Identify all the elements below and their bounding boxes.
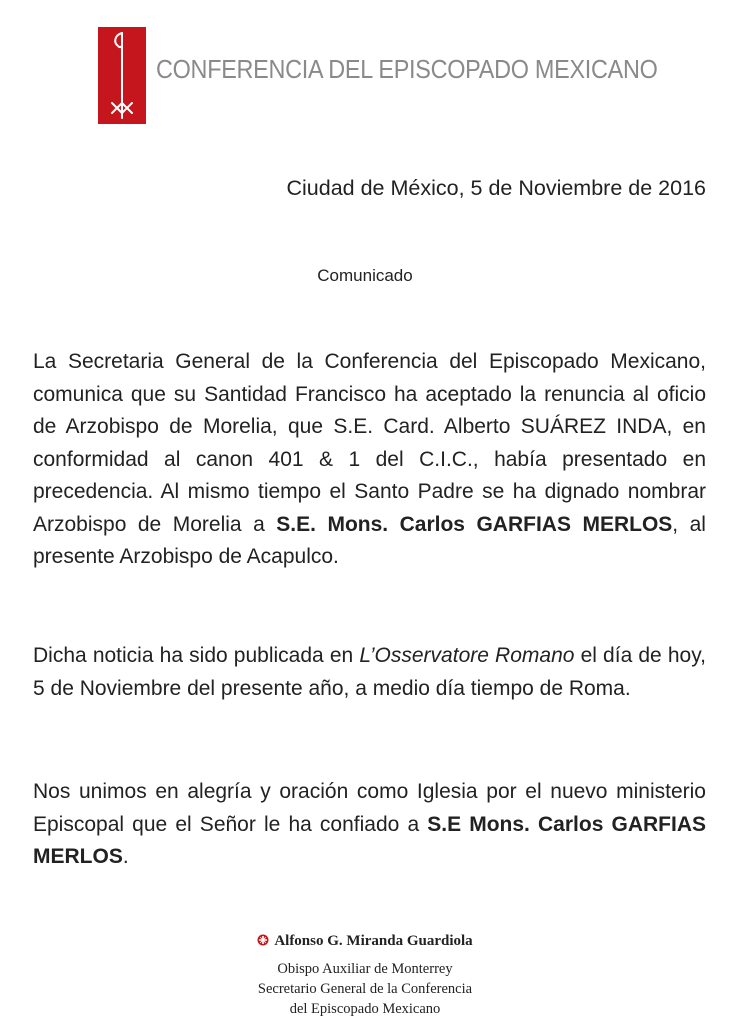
paragraph-closing: Nos unimos en alegría y oración como Iglesia por el nuevo ministerio Episcopal que el Señor le ha confiado a S.E Mons. Carlos GARFIAS MERLOS. bbox=[33, 780, 706, 868]
document-type-heading: Comunicado bbox=[317, 266, 413, 285]
signatory-title-3: del Episcopado Mexicano bbox=[289, 1001, 441, 1017]
organization-name: CONFERENCIA DEL EPISCOPADO MEXICANO bbox=[156, 54, 658, 84]
paragraph-publication: Dicha noticia ha sido publicada en L’Osservatore Romano el día de hoy, 5 de Noviembre del presente año, a medio día tiempo de Roma. bbox=[33, 644, 707, 700]
date-line: Ciudad de México, 5 de Noviembre de 2016 bbox=[286, 176, 706, 200]
signatory-title-2: Secretario General de la Conferencia bbox=[257, 981, 473, 997]
paragraph-announcement: La Secretaria General de la Conferencia del Episcopado Mexicano, comunica que su Santidad Francisco ha aceptado la renuncia al oficio de Arzobispo de Morelia, que S.E. Card. Alberto SUÁREZ INDA, en conformidad al canon 401 & 1 del C.I.C., había presentado en precedencia. Al mismo tiempo el Santo Padre se ha dignado nombrar Arzobispo de Morelia a S.E. Mons. Carlos GARFIAS MERLOS, al presente Arzobispo de Acapulco. bbox=[33, 350, 706, 568]
appointee-name-closing: S.E Mons. Carlos GARFIAS MERLOS bbox=[33, 812, 706, 868]
signatory-title-1: Obispo Auxiliar de Monterrey bbox=[277, 961, 453, 977]
cem-cross-logo-icon bbox=[98, 27, 146, 124]
newspaper-name: L’Osservatore Romano bbox=[359, 644, 575, 667]
signatory-name: Alfonso G. Miranda Guardiola bbox=[0, 933, 730, 950]
appointee-name: S.E. Mons. Carlos GARFIAS MERLOS bbox=[276, 512, 673, 536]
red-cross-icon bbox=[257, 934, 269, 946]
